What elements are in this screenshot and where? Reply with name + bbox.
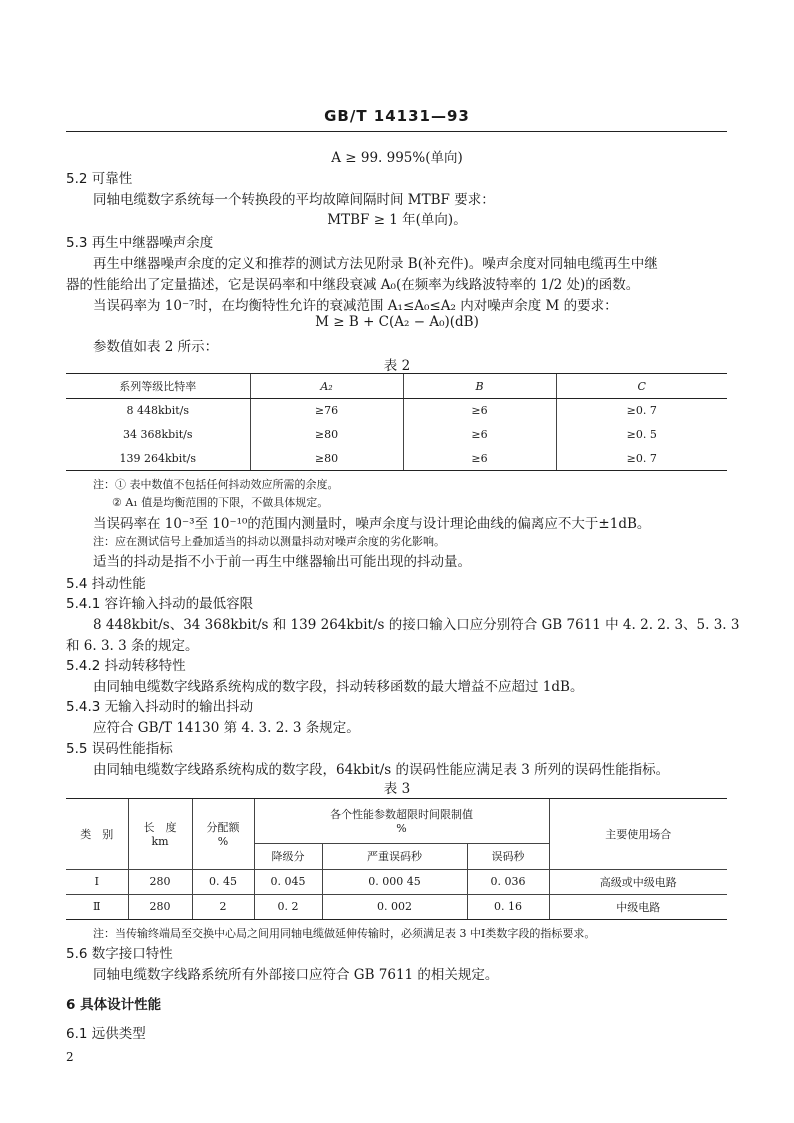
table-3-cell: 0. 036 — [467, 869, 549, 894]
table-3-header-es: 误码秒 — [467, 843, 549, 869]
header-rule — [66, 131, 727, 132]
table-3-header-category: 类 别 — [80, 827, 114, 841]
table-2-cell: ≥0. 5 — [556, 422, 727, 446]
section-5-6-body: 同轴电缆数字线路系统所有外部接口应符合 GB 7611 的相关规定。 — [93, 967, 499, 983]
table-2-header-rule — [66, 398, 727, 399]
table-3-bottom-rule — [66, 919, 727, 920]
availability-formula: A ≥ 99. 995%(单向) — [331, 150, 463, 166]
table-2-cell: ≥6 — [403, 422, 556, 446]
table-2-cell: ≥0. 7 — [556, 398, 727, 422]
table-3-header-ses: 严重误码秒 — [322, 843, 467, 869]
section-5-3-para4: 适当的抖动是指不小于前一再生中继器输出可能出现的抖动量。 — [93, 554, 471, 570]
table-3-cell: 0. 16 — [467, 894, 549, 919]
table-2-note-2: ② A₁ 值是均衡范围的下限，不做具体规定。 — [112, 496, 329, 509]
section-5-3-para1-line2: 器的性能给出了定量描述，它是误码率和中继段衰减 A₀(在频率为线路波特率的 1/2 处)的函数。 — [66, 277, 640, 293]
table-2-header-a2: A₂ — [250, 374, 403, 398]
section-5-4-heading: 5.4 抖动性能 — [66, 576, 146, 592]
section-5-4-3-body: 应符合 GB/T 14130 第 4. 3. 2. 3 条规定。 — [93, 720, 360, 736]
table-2-cell: 8 448kbit/s — [126, 403, 189, 417]
table-3-cell: Ⅱ — [66, 894, 128, 919]
table-2-header-bitrate: 系列等级比特率 — [119, 380, 197, 393]
table-3-header-length-unit: km — [151, 835, 169, 849]
table-3-header-length-label: 长 度 — [143, 821, 177, 835]
table-3-cell: 0. 045 — [254, 869, 322, 894]
section-5-4-2-body: 由同轴电缆数字线路系统构成的数字段，抖动转移函数的最大增益不应超过 1dB。 — [93, 679, 584, 695]
table-2-cell: 139 264kbit/s — [119, 451, 196, 465]
page-header: GB/T 14131—93 — [324, 107, 470, 125]
section-6-heading: 6 具体设计性能 — [66, 997, 162, 1013]
table-3-header-alloc-unit: % — [217, 835, 229, 849]
section-5-2-body: 同轴电缆数字系统每一个转换段的平均故障间隔时间 MTBF 要求： — [93, 192, 495, 208]
table-2-cell: ≥6 — [403, 446, 556, 470]
page-number: 2 — [66, 1050, 74, 1064]
table-3-cell: 0. 45 — [192, 869, 254, 894]
table-3-header-alloc-label: 分配额 — [206, 821, 240, 835]
section-5-3-para3: 当误码率在 10⁻³至 10⁻¹⁰的范围内测量时，噪声余度与设计理论曲线的偏离应不大于±1dB。 — [93, 516, 651, 532]
table-3-cell: 280 — [128, 869, 192, 894]
table-2-header-b: B — [403, 374, 556, 398]
section-6-1-heading: 6.1 远供类型 — [66, 1026, 146, 1042]
table-3-cell: 高级或中级电路 — [549, 869, 727, 894]
table-3 — [66, 799, 727, 919]
section-5-4-2-heading: 5.4.2 抖动转移特性 — [66, 658, 186, 674]
section-5-3-para1-line1: 再生中继器噪声余度的定义和推荐的测试方法见附录 B(补充件)。噪声余度对同轴电缆再生中继 — [93, 256, 658, 272]
noise-margin-formula: M ≥ B + C(A₂ − A₀)(dB) — [315, 314, 479, 330]
table-3-header-limit — [254, 799, 549, 843]
table-2-bottom-rule — [66, 470, 727, 471]
table-2-header-c: C — [556, 374, 727, 398]
table-3-note: 注：当传输终端局至交换中心局之间用同轴电缆做延伸传输时，必须满足表 3 中Ⅰ类数字段的指标要求。 — [93, 927, 596, 940]
section-5-3-note: 注：应在测试信号上叠加适当的抖动以测量抖动对噪声余度的劣化影响。 — [93, 535, 445, 548]
table-2-cell: ≥80 — [250, 446, 403, 470]
section-5-4-1-line2: 和 6. 3. 3 条的规定。 — [66, 638, 199, 654]
table-3-cell: 0. 2 — [254, 894, 322, 919]
table-3-cell: 0. 002 — [322, 894, 467, 919]
table-3-cell: 中级电路 — [549, 894, 727, 919]
table-2-cell: ≥6 — [403, 398, 556, 422]
section-5-3-heading: 5.3 再生中继器噪声余度 — [66, 235, 214, 251]
table-3-header-length — [128, 799, 192, 869]
table-3-header-alloc — [192, 799, 254, 869]
table-2-cell: ≥80 — [250, 422, 403, 446]
section-5-4-1-line1: 8 448kbit/s、34 368kbit/s 和 139 264kbit/s 的接口输入口应分别符合 GB 7611 中 4. 2. 2. 3、5. 3. 3 — [93, 617, 740, 633]
section-5-5-heading: 5.5 误码性能指标 — [66, 741, 173, 757]
table-2 — [66, 374, 727, 470]
table-2-note-1: 注：① 表中数值不包括任何抖动效应所需的余度。 — [93, 478, 339, 491]
table-3-header-limit-unit: % — [396, 822, 407, 836]
table-2-caption: 表 2 — [383, 358, 411, 374]
table-3-cell: Ⅰ — [66, 869, 128, 894]
section-5-5-body: 由同轴电缆数字线路系统构成的数字段，64kbit/s 的误码性能应满足表 3 所列的误码性能指标。 — [93, 762, 670, 778]
table-3-header-limit-label: 各个性能参数超限时间限制值 — [330, 808, 473, 822]
table-3-caption: 表 3 — [383, 781, 411, 797]
table-3-cell: 0. 000 45 — [322, 869, 467, 894]
section-5-4-3-heading: 5.4.3 无输入抖动时的输出抖动 — [66, 699, 254, 715]
section-5-4-1-heading: 5.4.1 容许输入抖动的最低容限 — [66, 596, 254, 612]
section-5-2-heading: 5.2 可靠性 — [66, 171, 133, 187]
table-2-cell: 34 368kbit/s — [123, 427, 193, 441]
section-5-6-heading: 5.6 数字接口特性 — [66, 946, 173, 962]
section-5-3-para2: 当误码率为 10⁻⁷时，在均衡特性允许的衰减范围 A₁≤A₀≤A₂ 内对噪声余度 M 的要求： — [93, 298, 618, 314]
params-intro: 参数值如表 2 所示： — [93, 339, 219, 355]
table-3-header-degraded: 降级分 — [254, 843, 322, 869]
table-3-cell: 2 — [192, 894, 254, 919]
mtbf-formula: MTBF ≥ 1 年(单向)。 — [327, 212, 467, 228]
table-3-header-usage: 主要使用场合 — [549, 799, 727, 869]
table-3-cell: 280 — [128, 894, 192, 919]
table-2-cell: ≥0. 7 — [556, 446, 727, 470]
table-2-cell: ≥76 — [250, 398, 403, 422]
